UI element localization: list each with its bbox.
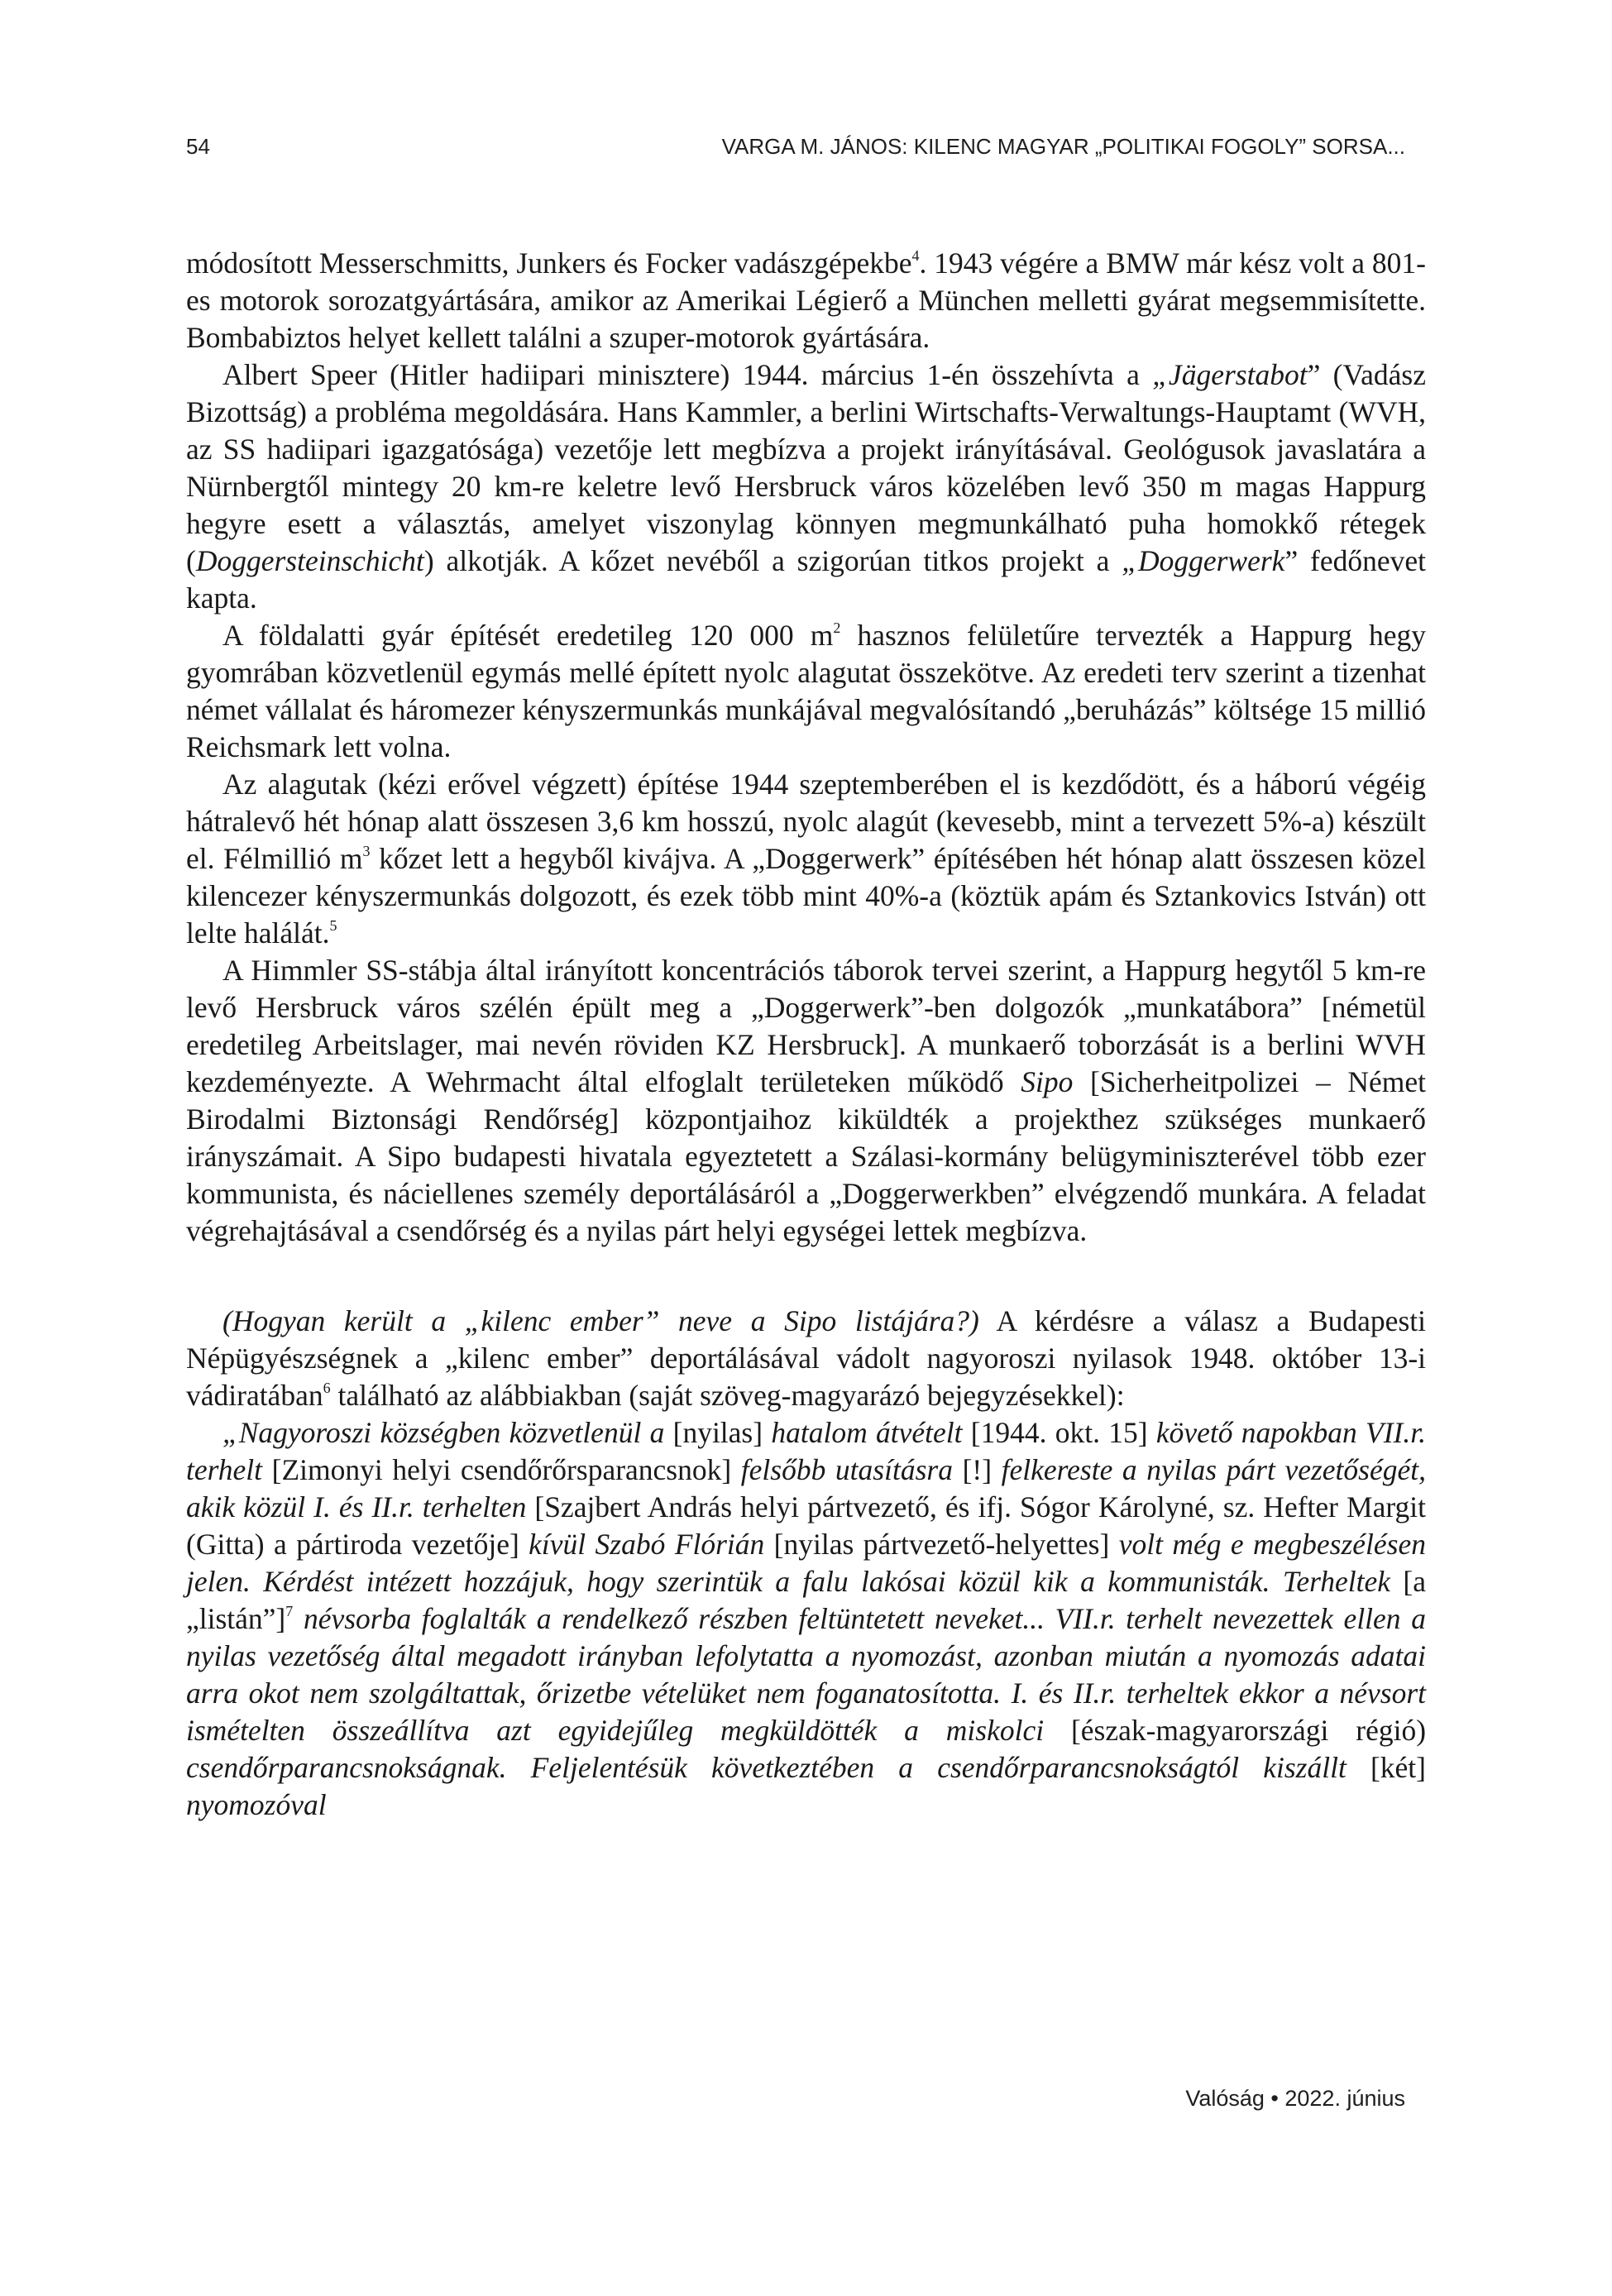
text-run: [Szajbert András helyi pártvezető, és ifj. Sógor Károlyné, sz. Hefter Margit (Gitta) a pártiroda vezetője]: [186, 1490, 1426, 1561]
footnote-ref-7: 7: [285, 1603, 294, 1620]
text-run: [nyilas]: [664, 1416, 772, 1449]
footnote-ref-4: 4: [911, 247, 920, 265]
italic-run: Sipo: [1021, 1065, 1074, 1098]
text-run: [észak-magyarországi régió): [1044, 1714, 1427, 1747]
quotation-paragraph: [186, 1414, 1426, 1824]
text-run: [1944. okt. 15]: [962, 1416, 1156, 1449]
superscript-3: 3: [362, 843, 371, 860]
text-run: [a „listán”]: [186, 1565, 1426, 1635]
italic-run: csendőrparancsnokságnak. Feljelentésük következtében a csendőrparancsnokságtól kiszállt: [186, 1751, 1347, 1784]
text-run: A Himmler SS-stábja által irányított koncentrációs táborok tervei szerint, a Happurg hegytől 5 km-re levő Hersbruck város szélén épült meg a „Doggerwerk”-ben dolgozók „munkatábora” [németül eredetileg Arbeitslager, mai nevén röviden KZ Hersbruck]. A munkaerő toborzását is a berlini WVH kezdeményezte. A Wehrmacht által elfoglalt területeken működő: [186, 954, 1426, 1098]
italic-run: követő napokban VII.r. terhelt: [186, 1416, 1426, 1486]
italic-run: volt még e megbeszélésen jelen. Kérdést intézett hozzájuk, hogy szerintük a falu lakósai közül kik a kommunisták. Terheltek: [186, 1528, 1426, 1598]
text-run: ” fedőnevet kapta.: [186, 544, 1426, 615]
text-run: A kérdésre a válasz a Budapesti Népügyészségnek a „kilenc ember” deportálásával vádolt nagyoroszi nyilasok 1948. október 13-i vádiratában: [186, 1304, 1426, 1412]
paragraph-2: [186, 356, 1426, 617]
italic-run: felkereste a nyilas párt vezetőségét, akik közül I. és II.r. terhelten: [186, 1453, 1426, 1523]
text-run: [két]: [1346, 1751, 1426, 1784]
italic-run: névsorba foglalták a rendelkező részben feltüntetett neveket... VII.r. terhelt nevezettek ellen a nyilas vezetőség által megadott irányban lefolytatta a nyomozást, azonban miután a nyomozás adatai arra okot nem szolgáltattak, őrizetbe vételüket nem foganatosította. I. és II.r. terheltek ekkor a névsort ismételten összeállítva azt egyidejűleg megküldötték a miskolci: [186, 1602, 1426, 1747]
paragraph-3: [186, 617, 1426, 766]
text-run: módosított Messerschmitts, Junkers és Focker vadászgépekbe: [186, 246, 912, 280]
italic-run: nyomozóval: [186, 1788, 327, 1821]
page-number: 54: [186, 134, 210, 159]
page-footer: [1185, 2086, 1405, 2112]
running-title: VARGA M. JÁNOS: KILENC MAGYAR „POLITIKAI FOGOLY” SORSA...: [721, 134, 1405, 159]
article-body: [186, 245, 1426, 1824]
issue-date: 2022. június: [1284, 2086, 1405, 2111]
superscript-2: 2: [833, 619, 841, 637]
italic-run: kívül Szabó Flórián: [529, 1528, 765, 1561]
italic-run: felsőbb utasításra: [740, 1453, 953, 1486]
text-run: [Zimonyi helyi csendőrőrsparancsnok]: [262, 1453, 741, 1486]
italic-run: hatalom átvételt: [771, 1416, 963, 1449]
italic-run: „Nagyoroszi községben közvetlenül a: [222, 1416, 665, 1449]
footnote-ref-5: 5: [329, 917, 337, 935]
footnote-ref-6: 6: [323, 1380, 331, 1397]
paragraph-1: [186, 245, 1426, 356]
italic-run: „Doggerwerk: [1122, 544, 1285, 577]
journal-name: Valóság: [1185, 2086, 1265, 2111]
paragraph-4: [186, 766, 1426, 952]
paragraph-5: [186, 952, 1426, 1250]
page-header: [0, 134, 1612, 167]
text-run: [Sicherheitpolizei – Német Birodalmi Biztonsági Rendőrség] központjaihoz kiküldték a projekthez szükséges munkaerő irányszámait. A Sipo budapesti hivatala egyeztetett a Szálasi-kormány belügyminiszterével több ezer kommunista, és náciellenes személy deportálásáról a „Doggerwerkben” elvégzendő munkára. A feladat végrehajtásával a csendőrség és a nyilas párt helyi egységei lettek megbízva.: [186, 1065, 1426, 1247]
text-run: ” (Vadász Bizottság) a probléma megoldására. Hans Kammler, a berlini Wirtschafts-Verwaltungs-Hauptamt (WVH, az SS hadiipari igazgatósága) vezetője lett megbízva a projekt irányításával. Geológusok javaslatára a Nürnbergtől mintegy 20 km-re keletre levő Hersbruck város közelében levő 350 m magas Happurg hegyre esett a választás, amelyet viszonylag könnyen megmunkálható puha homokkő rétegek (: [186, 358, 1426, 577]
italic-run: „Jägerstabot: [1152, 358, 1308, 391]
italic-run: (Hogyan került a „kilenc ember” neve a Sipo listájára?): [222, 1304, 979, 1337]
paragraph-6: [186, 1303, 1426, 1414]
italic-run: Doggersteinschicht: [195, 544, 424, 577]
text-run: Az alagutak (kézi erővel végzett) építése 1944 szeptemberében el is kezdődött, és a háború végéig hátralevő hét hónap alatt összesen 3,6 km hosszú, nyolc alagút (kevesebb, mint a tervezett 5%-a) készült el. Félmillió m: [186, 768, 1426, 875]
text-run: [nyilas pártvezető-helyettes]: [764, 1528, 1119, 1561]
footer-separator: •: [1270, 2086, 1279, 2111]
text-run: hasznos felületűre tervezték a Happurg hegy gyomrában közvetlenül egymás mellé épített nyolc alagutat összekötve. Az eredeti terv szerint a tizenhat német vállalat és háromezer kényszermunkás munkájával megvalósítandó „beruházás” költsége 15 millió Reichsmark lett volna.: [186, 619, 1426, 763]
text-run: Albert Speer (Hitler hadiipari minisztere) 1944. március 1-én összehívta a: [222, 358, 1153, 391]
text-run: [!]: [952, 1453, 1002, 1486]
text-run: található az alábbiakban (saját szöveg-magyarázó bejegyzésekkel):: [330, 1379, 1125, 1412]
text-run: ) alkotják. A kőzet nevéből a szigorúan titkos projekt a: [423, 544, 1122, 577]
text-run: kőzet lett a hegyből kivájva. A „Doggerwerk” építésében hét hónap alatt összesen közel kilencezer kényszermunkás dolgozott, és ezek több mint 40%-a (köztük apám és Sztankovics István) ott lelte halálát.: [186, 842, 1426, 949]
text-run: A földalatti gyár építését eredetileg 120 000 m: [222, 619, 834, 652]
text-run: . 1943 végére a BMW már kész volt a 801-es motorok sorozatgyártására, amikor az Amerikai Légierő a München melletti gyárat megsemmisítette. Bombabiztos helyet kellett találni a szuper-motorok gyártására.: [186, 246, 1426, 354]
